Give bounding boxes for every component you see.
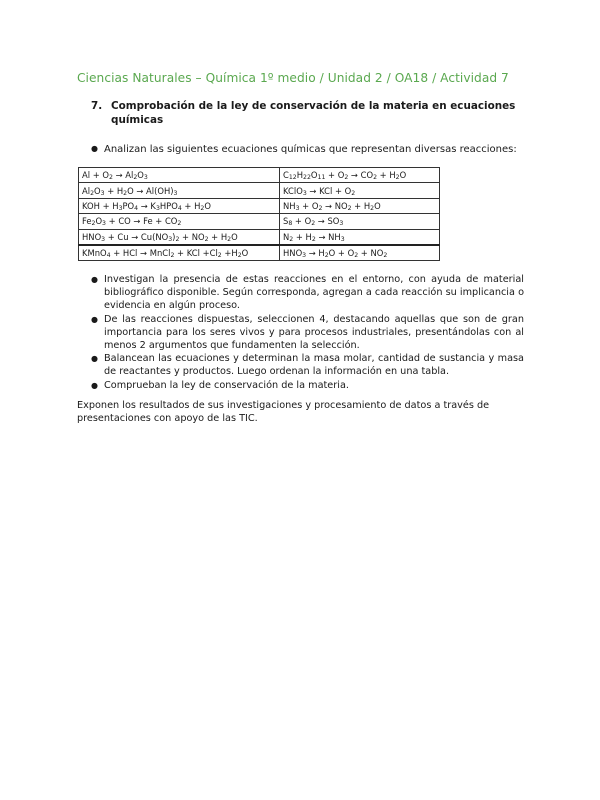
list-item-text: Balancean las ecuaciones y determinan la masa molar, cantidad de sustancia y masa de reactantes y productos. Luego ordenan la información en una tabla. [104, 353, 524, 378]
equation-cell: $HNO_3 + Cu \to Cu(NO_3)_2 + NO_2 + H_2O$ [79, 229, 280, 245]
intro-bullet-text: Analizan las siguientes ecuaciones químicas que representan diversas reacciones: [104, 144, 517, 155]
table-row [79, 183, 440, 198]
list-item [91, 352, 524, 378]
equation-cell: $Al_2O_3 + H_2O \to Al(OH)_3$ [79, 183, 280, 198]
list-item-text: Investigan la presencia de estas reacciones en el entorno, con ayuda de material bibliográfico disponible. Según corresponda, agregan a cada reacción su implicancia o evidencia en algún proceso. [104, 274, 524, 312]
list-item [91, 313, 524, 353]
bullet-icon: ● [91, 314, 98, 324]
table-row [79, 229, 440, 245]
equation-cell: $N_2 + H_2 \to NH_3$ [280, 229, 440, 245]
equation-cell: $NH_3 + O_2 \to NO_2 + H_2O$ [280, 198, 440, 213]
list-item [91, 379, 524, 392]
closing-paragraph: Exponen los resultados de sus investigaciones y procesamiento de datos a través de presentaciones con apoyo de las TIC. [77, 400, 490, 425]
equation-cell: $HNO_3 \to H_2O + O_2 + NO_2$ [280, 245, 440, 261]
section-title [91, 99, 521, 127]
bullet-icon: ● [91, 380, 98, 390]
table-row [79, 168, 440, 183]
list-item-text: Comprueban la ley de conservación de la materia. [104, 379, 349, 391]
equations-table [78, 167, 440, 261]
bullet-icon: ● [91, 144, 98, 153]
table-row [79, 198, 440, 213]
table-row [79, 245, 440, 261]
bullet-icon: ● [91, 354, 98, 364]
page-header: Ciencias Naturales – Química 1º medio / Unidad 2 / OA18 / Actividad 7 [77, 71, 509, 85]
bullet-icon: ● [91, 275, 98, 284]
equation-cell: $Fe_2O_3$ + CO → $Fe + CO_2$ [79, 214, 280, 229]
list-item-text: De las reacciones dispuestas, seleccionen 4, destacando aquellas que son de gran importancia para los seres vivos y para procesos industriales, presentándolas con al menos 2 argumentos que fundamenten la selección. [104, 313, 524, 352]
equation-cell: $C_{12}H_{22}O_{11} + O_2 \to CO_2 + H_2O$ [280, 168, 440, 183]
equation-cell: $S_8 + O_2 \to SO_3$ [280, 214, 440, 229]
steps-list [91, 273, 524, 392]
equation-cell: KClO$_3$ → KCl + $O_2$ [280, 183, 440, 198]
table-row [79, 214, 440, 229]
equation-cell: $Al + O_2 \to Al_2O_3$ [79, 168, 280, 183]
section-title-text: Comprobación de la ley de conservación de la materia en ecuaciones químicas [111, 100, 516, 126]
section-number: 7. [91, 100, 103, 112]
equation-cell: KOH + $H_3PO_4 \to K_3HPO_4 + H_2O$ [79, 198, 280, 213]
list-item [91, 273, 524, 313]
equation-cell: KMnO$_4$ + HCl → MnCl$_2$ + KCl $+Cl_2 +H_2O$ [79, 245, 280, 261]
